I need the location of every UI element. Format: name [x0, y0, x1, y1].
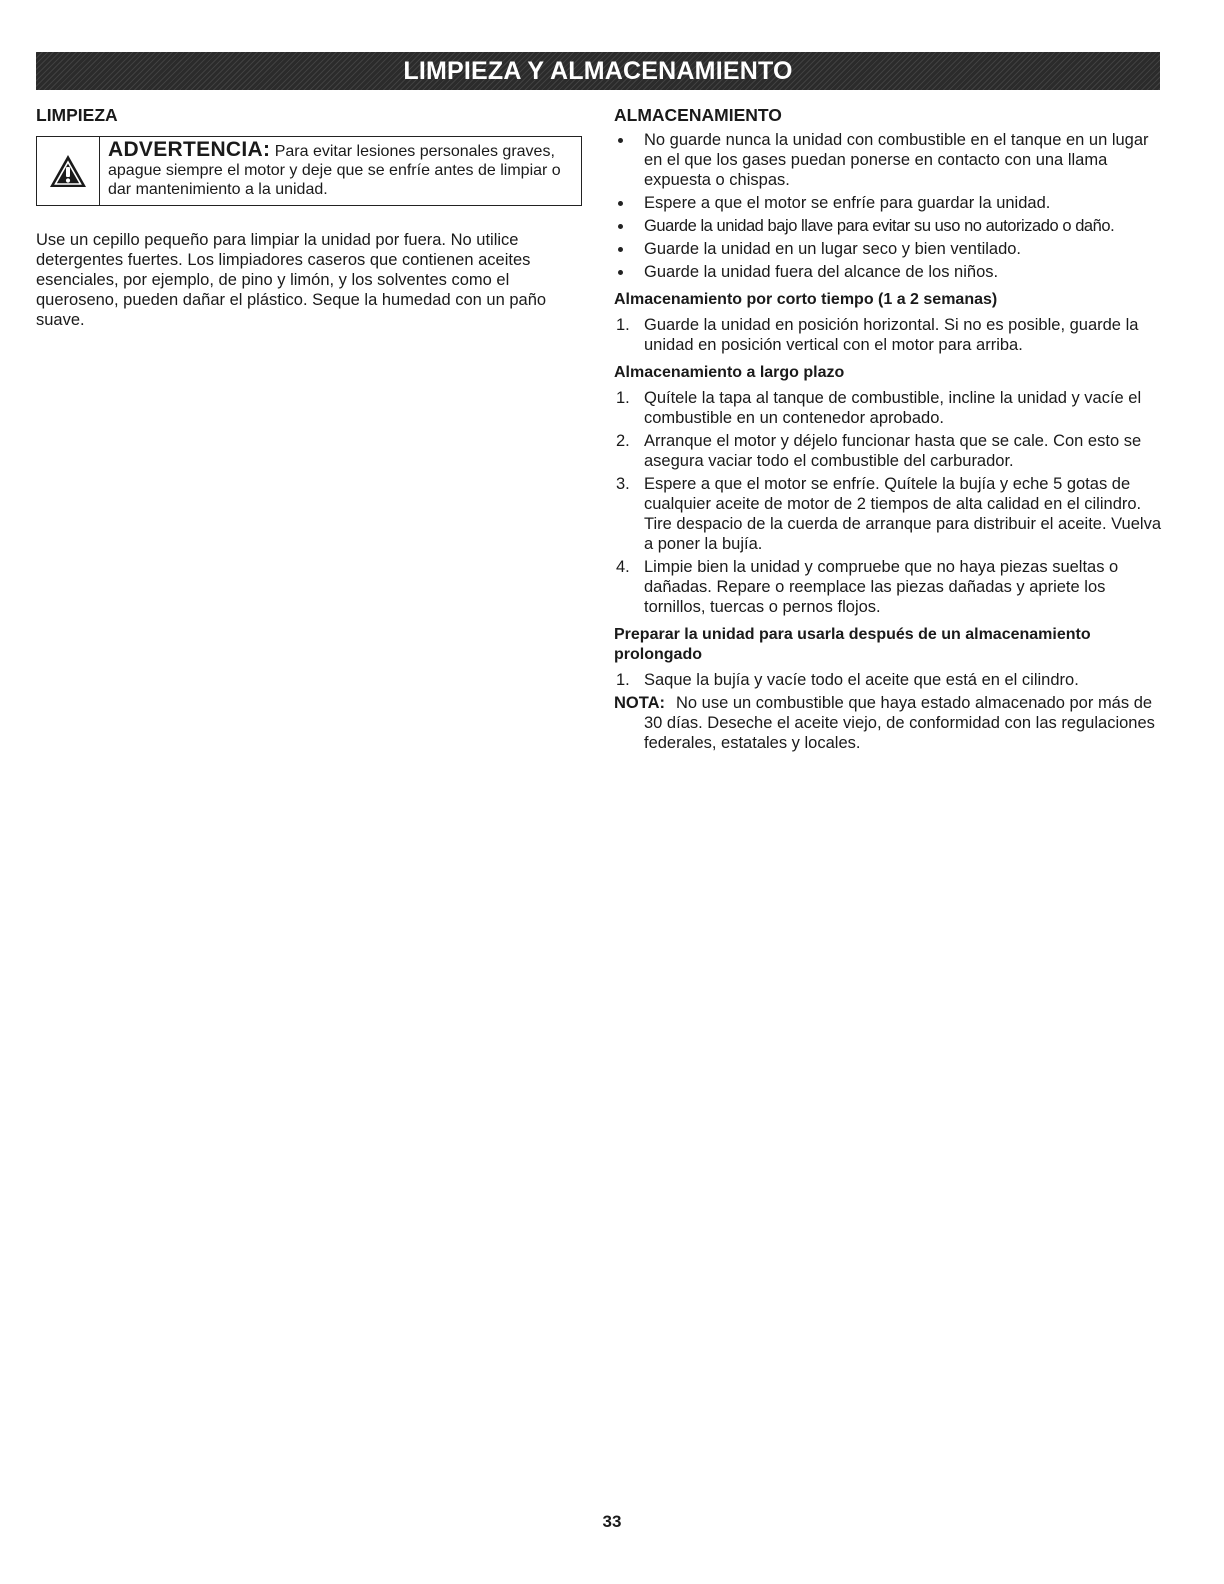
warning-text-block [100, 137, 581, 205]
list-item: 1. Saque la bujía y vacíe todo el aceite que está en el cilindro. [616, 671, 1079, 689]
bullet-dot-icon [618, 201, 623, 206]
after-storage-steps [614, 670, 1164, 690]
storage-section [614, 104, 1164, 753]
bullet-dot-icon [618, 224, 623, 229]
bullet-dot-icon [618, 247, 623, 252]
warning-message: Para evitar lesiones personales graves, apague siempre el motor y deje que se enfríe antes de limpiar o dar mantenimiento a la unidad. [108, 143, 561, 198]
list-item: 4. Limpie bien la unidad y compruebe que no haya piezas sueltas o dañadas. Repare o reemplace las piezas dañadas y apriete los tornillos, tuercas o pernos flojos. [616, 558, 1119, 616]
list-item: 1. Guarde la unidad en posición horizontal. Si no es posible, guarde la unidad en posición vertical con el motor para arriba. [616, 316, 1139, 354]
short-term-heading: Almacenamiento por corto tiempo (1 a 2 semanas) [614, 291, 998, 308]
note-text: No use un combustible que haya estado almacenado por más de 30 días. Deseche el aceite viejo, de conformidad con las regulaciones federales, estatales y locales. [644, 694, 1155, 752]
cleaning-heading: LIMPIEZA [36, 105, 118, 125]
note-label: NOTA: [614, 694, 666, 712]
storage-bullets [614, 130, 1164, 282]
cleaning-body: Use un cepillo pequeño para limpiar la unidad por fuera. No utilice detergentes fuertes. Los limpiadores caseros que contienen aceites esenciales, por ejemplo, de pino y limón, y los solventes como el queroseno, pueden dañar el plástico. Seque la humedad con un paño suave. [36, 231, 547, 329]
warning-label: ADVERTENCIA: [108, 138, 271, 161]
after-storage-heading: Preparar la unidad para usarla después de un almacenamiento prolongado [614, 626, 1091, 663]
list-item: 3. Espere a que el motor se enfríe. Quítele la bujía y eche 5 gotas de cualquier aceite de motor de 2 tiempos de alta calidad en el cilindro. Tire despacio de la cuerda de arranque para distribuir el aceite. Vuelva a poner la bujía. [616, 475, 1161, 553]
storage-heading: ALMACENAMIENTO [614, 105, 782, 125]
list-item: Guarde la unidad en un lugar seco y bien ventilado. [614, 239, 1164, 259]
short-term-steps [614, 315, 1164, 355]
list-item: Guarde la unidad bajo llave para evitar su uso no autorizado o daño. [614, 216, 1164, 236]
section-banner [36, 52, 1160, 90]
list-item: No guarde nunca la unidad con combustible en el tanque en un lugar en el que los gases puedan ponerse en contacto con una llama expuesta o chispas. [614, 130, 1164, 190]
list-item: Espere a que el motor se enfríe para guardar la unidad. [614, 193, 1164, 213]
warning-box [36, 136, 582, 206]
bullet-dot-icon [618, 138, 623, 143]
banner-title: LIMPIEZA Y ALMACENAMIENTO [403, 56, 793, 85]
warning-icon-cell [37, 137, 100, 205]
bullet-dot-icon [618, 270, 623, 275]
list-item: 1. Quítele la tapa al tanque de combustible, incline la unidad y vacíe el combustible en un contenedor aprobado. [616, 389, 1142, 427]
page-number: 33 [602, 1512, 622, 1531]
cleaning-section [36, 104, 582, 330]
long-term-steps [614, 388, 1164, 617]
warning-triangle-icon [48, 153, 88, 189]
list-item: 2. Arranque el motor y déjelo funcionar hasta que se cale. Con esto se asegura vaciar todo el combustible del carburador. [616, 432, 1142, 470]
storage-note [614, 693, 1164, 753]
long-term-heading: Almacenamiento a largo plazo [614, 364, 845, 381]
list-item: Guarde la unidad fuera del alcance de los niños. [614, 262, 1164, 282]
